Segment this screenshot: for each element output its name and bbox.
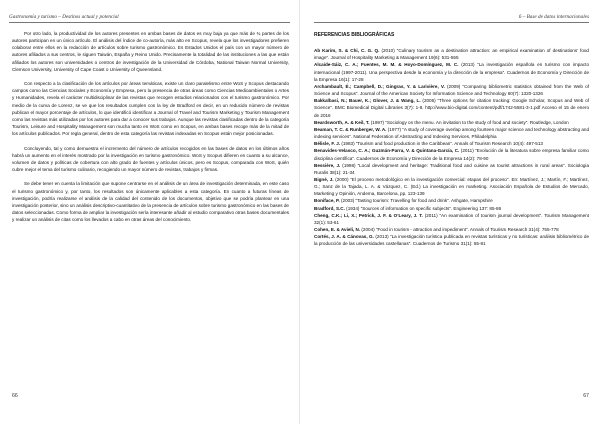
reference-authors: Bigné, J.	[314, 176, 334, 182]
reference-details: (2010) “Culinary tourism as a destination attraction: an empirical examination of destinations’ food image”. Journal of Hospitality Marketing & Management 19(6): 531-555	[314, 48, 589, 61]
reference-entry	[314, 126, 589, 140]
reference-authors: Archambault, É.; Campbell, D.; Gingras, Y. & Larivière, V.	[314, 83, 445, 89]
header-rule	[314, 22, 589, 23]
reference-details: (2006) “Three options for citation tracking: Google Scholar, Scopus and Web of Science”. BMC Biomedical Digital Libraries 3(7): 1-8. http://www.bio-digital.com/content/pdf/1742-5581-3-1.pdf Acceso el 15 de enero de 2016	[314, 98, 589, 118]
reference-authors: Ab Karim, S. & Chi, C. G. Q.	[314, 48, 380, 54]
reference-details: (2011) “Evolución de la literatura sobre empresa familiar como disciplina científica”. Cuadernos de Economía y Dirección de la Empresa 14(2): 78-90	[314, 148, 589, 161]
reference-entry	[314, 83, 589, 97]
reference-details: (2013) “La investigación turística publicada en revistas turísticas y no turísticas: análisis bibliométrico de la producción de las universidades castellanas”. Cuadernos de Turismo 31(1): 55-81	[314, 234, 590, 247]
reference-authors: Alcaide-Sáiz, C. A.; Fuentes, M. M. & Hoyo-Domínguez, M. C.	[314, 62, 459, 68]
page-number: 67	[583, 393, 589, 399]
running-head: 6 – Base de datos internacionales	[518, 14, 589, 20]
reference-entry	[314, 140, 589, 147]
reference-details: (2011) “An examination of tourism journal development”. Tourism Management 32(1): 53-61	[314, 212, 589, 225]
references-column	[314, 30, 589, 248]
reference-entry	[314, 97, 589, 118]
reference-authors: Beaman, T. C. & Runberger, W. A.	[314, 126, 387, 132]
reference-entry	[314, 147, 589, 161]
header-rule	[9, 22, 290, 23]
reference-authors: Cohen, E. & Avieli, N.	[314, 227, 361, 233]
reference-details: (2013) “La investigación española en turismo con impacto internacional (1997-2011). Una perspectiva desde la economía y la dirección de la empresa”. Cuadernos de Economía y Dirección de la Empresa 16(1): 17-28	[314, 62, 589, 82]
reference-details: (1998) “Local development and heritage: Traditional food and cuisine as tourist attractions in rural areas”. Sociologia Ruralis 38(1): 21-34	[314, 162, 589, 175]
paragraph: Con respecto a la clasificación de los artículos por áreas temáticas, existe un claro paralelismo entre WoS y Scopus destacando campos como las Ciencias Sociales y Economía y Empresa, pero la presencia de otras áreas como Ciencias Medioambientales o Artes y Humanidades, revela el carácter multidisciplinar de las revistas que recogen estudios relacionados con el turismo gastronómico. Por medio de la curva de Lorenz, se ve que los resultados cumplen con la ley de Bradford es decir, en un reducido número de revistas publican el mayor porcentaje de artículos, lo que identificó identificar a Journal of Travel and Tourism Marketing y Tourism Management como las revistas más utilizadas por los autores para dar a conocer sus trabajos. Aunque las revistas clasificadas dentro de la categoría Tourism, Leisure and Hospitality Management son mucha tanto en WoS como en Scopus, en ambas bases recoge más de la mitad de los artículos publicados. Por regla general, dentro de esta categoría las revistas indexadas en Scopus están mejor posicionadas.	[12, 81, 289, 137]
reference-list	[314, 47, 589, 247]
reference-details: (1983) “Tourism and food production in the Caribbean”. Annals of Tourism Research 10(4): 497-513	[340, 141, 543, 147]
reference-details: (1934) “Sources of information on specific subjects”. Engineering 137: 85-86	[344, 205, 502, 211]
reference-authors: Bakkalbasi, N.; Bauer, K.; Glover, J. & Wang, L.	[314, 98, 421, 104]
reference-authors: Benavides-Velasco, C. A.; Guzmán-Parra, V. & Quintana-García, C.	[314, 148, 460, 154]
right-page	[300, 0, 600, 424]
reference-entry	[314, 176, 589, 197]
reference-entry	[314, 197, 589, 204]
reference-entry	[314, 119, 589, 126]
reference-details: (1997) “Sociology on the menu. An invitation to the study of food and society”. Routledge, London	[369, 119, 569, 125]
reference-authors: Beardsworth, A. & Keil, T.	[314, 119, 370, 125]
reference-authors: Bessière, J.	[314, 162, 341, 168]
reference-details: (1977) “A study of coverage overlap among fourteen major science and technology abstracting and indexing services”. National Federation of Abstracting and Indexing Services, Philadelphia	[314, 126, 589, 140]
reference-details: (2009) “Comparing bibliometric statistics obtained from the Web of Science and Scopus”. Journal of the American Society for Information Science and Technology 60(7): 1320-1326	[314, 83, 589, 97]
reference-details: (2004) “Food in tourism - attraction and impediment”. Annals of Tourism Research 31(4): 755-778	[360, 227, 559, 233]
page-number: 66	[12, 393, 18, 399]
reference-entry	[314, 162, 589, 176]
reference-authors: Cortés, J. A. & Cánovas, G.	[314, 234, 374, 240]
reference-entry	[314, 233, 589, 247]
reference-entry	[314, 61, 589, 82]
reference-entry	[314, 205, 589, 212]
reference-entry	[314, 226, 589, 233]
reference-authors: Boniface, P.	[314, 198, 340, 204]
reference-entry	[314, 212, 589, 226]
reference-details: (2003) “Tasting tourism: Travelling for food and drink”. Ashgate, Hampshire	[339, 198, 493, 204]
body-text	[12, 30, 289, 231]
reference-authors: Bradford, S.C.	[314, 205, 345, 211]
running-head: Gastronomía y turismo – Destinos actual y potencial	[9, 14, 119, 20]
reference-authors: Bélisle, F. J.	[314, 141, 341, 147]
reference-authors: Cheng, C.K.; Li, X.; Petrick, J. F. & O’Leary, J. T.	[314, 212, 423, 218]
reference-entry	[314, 47, 589, 61]
paragraph: Por otro lado, la productividad de los autores presentes en ambas bases de datos es muy baja ya que más de ¾ partes de los autores participan en un único artículo. El análisis del índice de co-autoría, más alto en Scopus, revela que los investigadores prefieren colaborar entre ellos en la redacción de artículos sobre turismo gastronómico. Es Estados Unidos el país con un mayor número de autores afiliados a sus centros, le siguen Taiwán, España y Reino Unido. Precisamente la totalidad de las instituciones a las que están afiliados los autores son universidades o centros de investigación de la Universidad de Córdoba, National Taiwan Normal University, Clemson University, University of Cape Coast o University of Queensland.	[12, 31, 289, 72]
reference-details: (2000) “El proceso metodológico en la investigación comercial: etapas del proceso”. En: Martínez, J.; Martín, F.; Martínez, G.; Sanz de la Tajada, L. A. & Vázquez, C. (Ed.) La investigación en marketing. Asociación Española de Estudios de Mercado, Marketing y Opinión, Andema, Barcelona, pp. 123-139	[314, 176, 589, 197]
paragraph: Concluyendo, tal y como demuestra el incremento del número de artículos recogidos en las bases de datos en los últimos años habrá un aumento en el interés mostrado por la investigación en turismo gastronómico. WoS y Scopus difieren en cuanto a su alcance, volumen de datos y políticas de cobertura con alto grado de fuentes y artículos únicos, pero es Scopus, comparada con WoS, quién cubre mejor el tema del turismo culinario, recogiendo un mayor número de revistas, trabajos y firmas.	[12, 145, 289, 173]
section-title: REFERENCIAS BIBLIOGRÁFICAS	[314, 32, 395, 38]
paragraph: Se debe tener en cuenta la limitación que supone centrarse en el análisis de un área de investigación determinada, en este caso el turismo gastronómico y, por tanto, los resultados son únicamente aplicables a esta categoría. En cuanto a futuras líneas de investigación, podría realizarse el análisis de la calidad del contenido de los documentos, objetivo que se podría plantear en una investigación posterior, sino un análisis descriptivo-cuantitativo de la presencia de artículos sobre turismo gastronómico en las bases de datos seleccionadas. Como forma de ampliar la investigación sería interesante añadir al estudio comparativo otras bases documentales y realizar un análisis de citas como los llevados a cabo en otras áreas del conocimiento.	[12, 181, 289, 223]
